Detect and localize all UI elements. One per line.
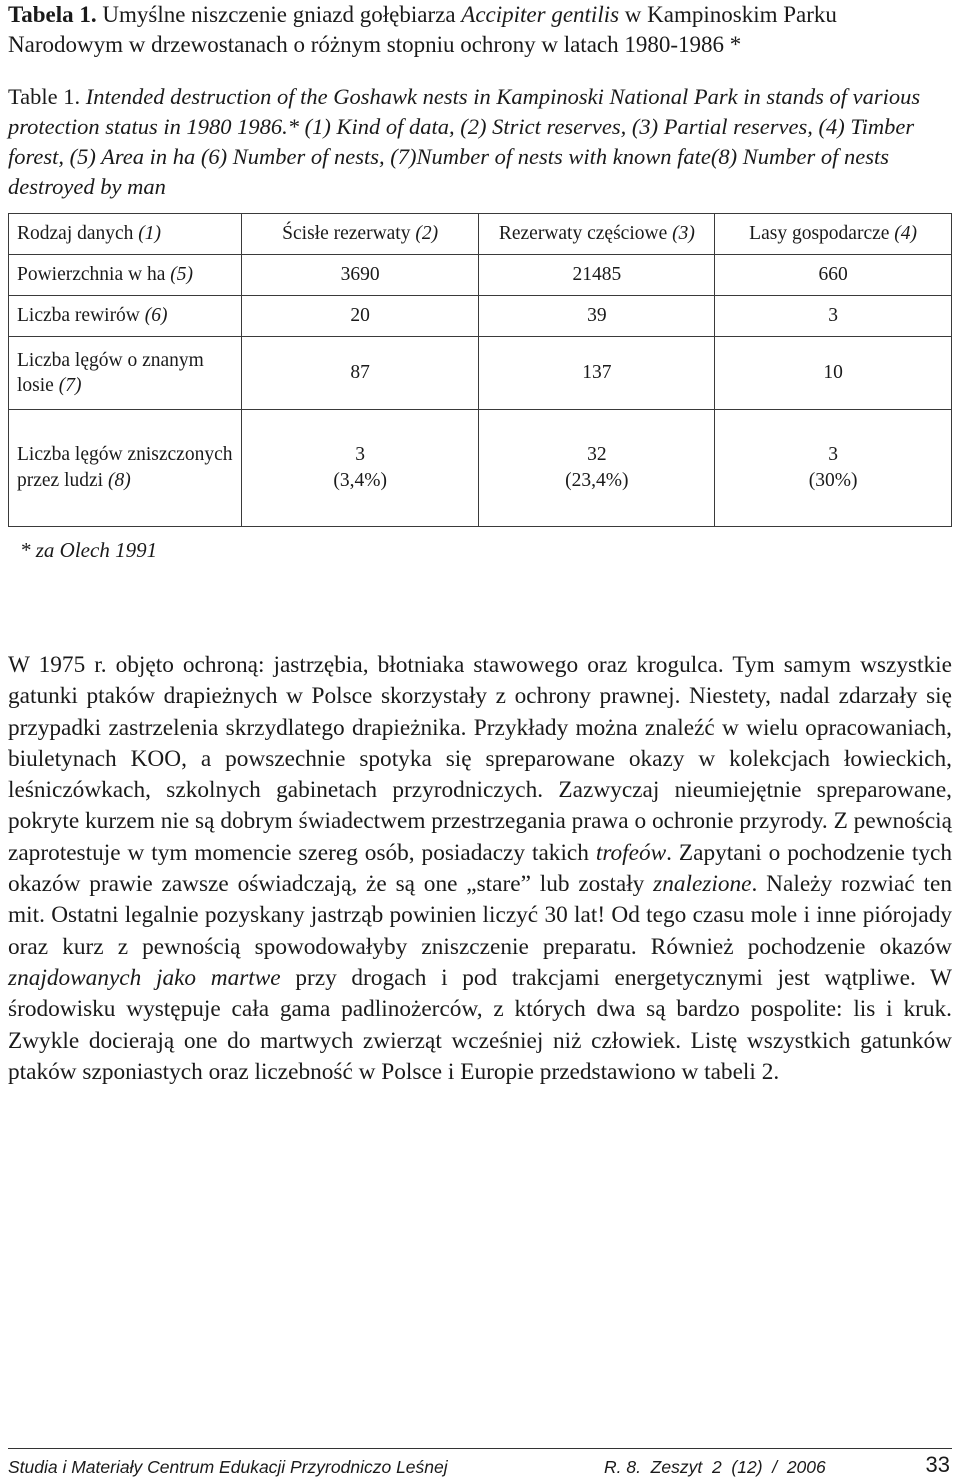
table-caption-english	[8, 82, 952, 202]
table-header-row	[9, 214, 952, 255]
footer-journal-title: Studia i Materiały Centrum Edukacji Przyrodniczo Leśnej	[8, 1457, 448, 1477]
table-cell: 3 (30%)	[715, 410, 952, 527]
header-cell: Lasy gospodarcze (4)	[715, 214, 952, 255]
row-label: Liczba lęgów zniszczonych przez ludzi (8)	[9, 410, 242, 527]
table-cell: 39	[479, 296, 715, 337]
table-caption-label: Tabela 1.	[8, 2, 97, 27]
table-cell: 20	[241, 296, 479, 337]
caption-text: Umyślne niszczenie gniazd gołębiarza	[96, 2, 462, 27]
table-row	[9, 337, 952, 410]
table-row	[9, 410, 952, 527]
table-cell: 10	[715, 337, 952, 410]
table-caption-label: Table 1.	[8, 84, 81, 109]
table-cell: 3	[715, 296, 952, 337]
table-cell: 32 (23,4%)	[479, 410, 715, 527]
table-row	[9, 296, 952, 337]
species-name: Accipiter gentilis	[461, 2, 620, 27]
table-cell: 3690	[241, 255, 479, 296]
header-cell: Rodzaj danych (1)	[9, 214, 242, 255]
table-cell: 21485	[479, 255, 715, 296]
header-cell: Ścisłe rezerwaty (2)	[241, 214, 479, 255]
page-number: 33	[925, 1452, 950, 1477]
table-footnote: * za Olech 1991	[20, 538, 158, 562]
table-cell: 3 (3,4%)	[241, 410, 479, 527]
body-paragraph: W 1975 r. objęto ochroną: jastrzębia, błotniaka stawowego oraz krogulca. Tym samym wszystkie gatunki ptaków drapieżnych w Polsce skorzystały z ochrony prawnej. Niestety, nadal zdarzały się przypadki zastrzelenia skrzydlatego drapieżnika. Przykłady można znaleźć w wielu opracowaniach, biuletynach KOO, a powszechnie spotyka się spreparowane okazy w kolekcjach łowieckich, leśniczówkach, szkolnych gabinetach przyrodniczych. Zazwyczaj nieumiejętnie spreparowane, pokryte kurzem nie są dobrym świadectwem przestrzegania prawa o ochronie przyrody. Z pewnością zaprotestuje w tym momencie szereg osób, posiadaczy takich trofeów. Zapytani o pochodzenie tych okazów prawie zawsze oświadczają, że są one „stare” lub zostały znalezione. Należy rozwiać ten mit. Ostatni legalnie pozyskany jastrząb powinien liczyć 30 lat! Od tego czasu mole i inne piórojady oraz kurz z pewnością spowodowałyby zniszczenie preparatu. Również pochodzenie okazów znajdowanych jako martwe przy drogach i pod trakcjami energetycznymi jest wątpliwe. W środowisku występuje cała gama padlinożerców, z których dwa są bardzo pospolite: lis i kruk. Zwykle docierają one do martwych zwierząt wcześniej niż człowiek. Listę wszystkich gatunków ptaków szponiastych oraz liczebność w Polsce i Europie przedstawiono w tabeli 2.	[8, 652, 953, 1085]
row-label: Powierzchnia w ha (5)	[9, 255, 242, 296]
header-cell: Rezerwaty częściowe (3)	[479, 214, 715, 255]
caption-text: w Kampinoskim Parku Narodowym w drzewostanach o różnym stopniu ochrony w latach 1980-1986 *	[8, 2, 837, 57]
row-label: Liczba lęgów o znanym losie (7)	[9, 337, 242, 410]
table-row	[9, 255, 952, 296]
row-label: Liczba rewirów (6)	[9, 296, 242, 337]
table-cell: 660	[715, 255, 952, 296]
data-table	[8, 213, 952, 527]
footer-issue-info: R. 8. Zeszyt 2 (12) / 2006	[604, 1457, 826, 1477]
table-caption-polish	[8, 0, 952, 60]
table-cell: 137	[479, 337, 715, 410]
footer-divider	[8, 1448, 952, 1449]
caption-text: Intended destruction of the Goshawk nests in Kampinoski National Park in stands of various protection status in 1980 1986.* (1) Kind of data, (2) Strict reserves, (3) Partial reserves, (4) Timber forest, (5) Area in ha (6) Number of nests, (7)Number of nests with known fate(8) Number of nests destroyed by man	[8, 84, 921, 199]
table-cell: 87	[241, 337, 479, 410]
